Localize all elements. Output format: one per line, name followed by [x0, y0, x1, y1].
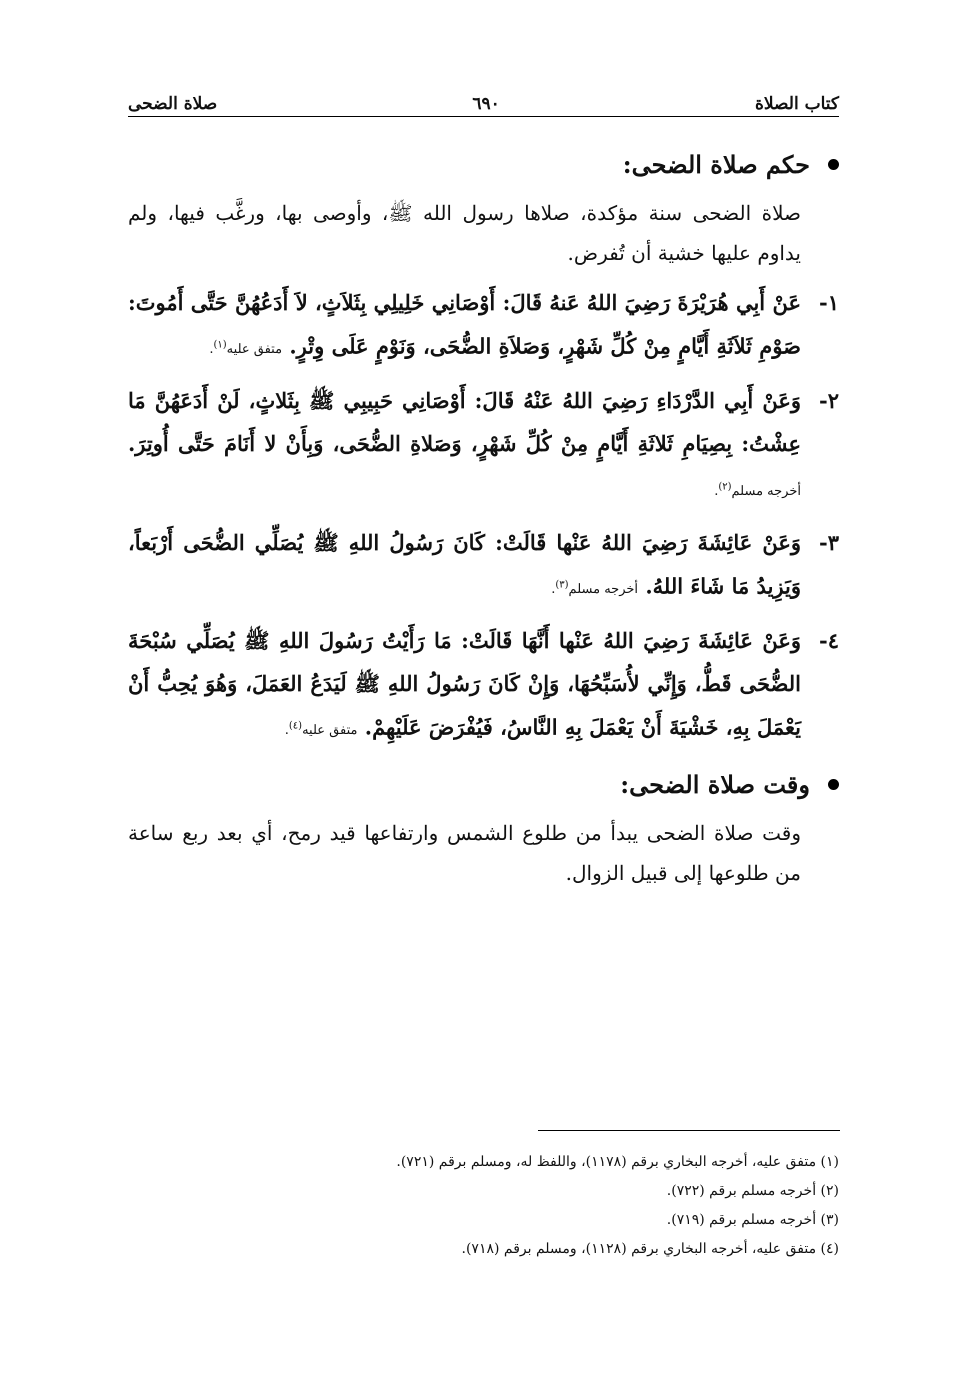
footnote-ref: (٤): [288, 720, 303, 732]
hadith-item: [128, 281, 839, 371]
hadith-source: متفق عليه$^{(١)}$.: [209, 340, 283, 358]
hadith-body: [128, 379, 801, 512]
header-rule: [128, 116, 839, 117]
footnote: (١) متفق عليه، أخرجه البخاري برقم (١١٧٨)، واللفظ له، ومسلم برقم (٧٢١).: [396, 1154, 839, 1170]
hadith-number: ١-: [819, 290, 839, 315]
bullet-icon: [828, 159, 839, 170]
section-heading-text: وقت صلاة الضحى:: [620, 770, 810, 800]
main-content: [128, 150, 839, 901]
hadith-number: ٤-: [819, 627, 839, 653]
hadith-source: أخرجه مسلم$^{(٢)}$.: [714, 481, 801, 499]
hadith-item: [128, 521, 839, 611]
hadith-source-text: أخرجه مسلم: [568, 581, 639, 597]
hadith-source-text: أخرجه مسلم: [731, 483, 801, 499]
page-number: ٦٩٠: [472, 94, 500, 114]
hadith-number: ٢-: [819, 388, 839, 414]
section-intro: صلاة الضحى سنة مؤكدة، صلاها رسول الله ﷺ، وأوصى بها، ورغَّب فيها، ولم يداوم عليها خشية أن تُفرض.: [128, 201, 801, 265]
hadith-source: متفق عليه$^{(٤)}$.: [284, 720, 358, 739]
hadith-text: عَنْ أَبِي هُرَيْرَةَ رَضِيَ اللهُ عَنهُ قَالَ: أَوْصَانِي خَلِيلِي بِثَلاَثٍ، لاَ أَدَعُهُنَّ حَتَّى أَمُوتَ: صَوْمِ ثَلاَثَةِ أَيَّامٍ مِنْ كُلِّ شَهْرٍ، وَصَلاَةِ الضُّحَى، وَنَوْمٍ عَلَى وِتْرٍ.: [128, 290, 801, 359]
hadith-body: [128, 281, 801, 371]
hadith-item: [128, 619, 839, 752]
footnote-ref: (٢): [718, 481, 732, 493]
bullet-icon: [828, 779, 839, 790]
hadith-item: [128, 379, 839, 512]
hadith-body: [128, 521, 801, 611]
chapter-title: صلاة الضحى: [128, 94, 218, 114]
hadith-body: [128, 619, 801, 752]
section-heading: [128, 770, 839, 799]
hadith-text: وَعَنْ أَبِي الدَّرْدَاءِ رَضِيَ اللهُ عَنْهُ قَالَ: أَوْصَانِي حَبِيبِي ﷺ بِثَلاثٍ، لَنْ أَدَعَهُنَّ مَا عِشْتُ: بِصِيَامِ ثَلاثَةِ أَيَّامٍ مِنْ كُلِّ شَهْرٍ، وَصَلاةِ الضُّحَى، وَبِأَنْ لا أَنَامَ حَتَّى أُوتِرَ.: [128, 388, 801, 457]
footnote: (٤) متفق عليه، أخرجه البخاري برقم (١١٢٨)، ومسلم برقم (٧١٨).: [461, 1241, 839, 1257]
running-head: [128, 86, 839, 114]
footnote-rule: [538, 1130, 840, 1131]
footnote: (٢) أخرجه مسلم برقم (٧٢٢).: [666, 1183, 839, 1199]
footnotes: [128, 1148, 839, 1264]
hadith-source-text: متفق عليه: [226, 342, 283, 358]
hadith-source: أخرجه مسلم$^{(٣)}$.: [551, 579, 639, 597]
hadith-number: ٣-: [819, 529, 839, 555]
footnote: (٣) أخرجه مسلم برقم (٧١٩).: [666, 1212, 839, 1228]
book-title: كتاب الصلاة: [754, 94, 839, 114]
section-intro: وقت صلاة الضحى يبدأ من طلوع الشمس وارتفاعها قيد رمح، أي بعد ربع ساعة من طلوعها إلى قبيل الزوال.: [128, 821, 801, 886]
section-heading-text: حكم صلاة الضحى:: [622, 150, 810, 179]
hadith-text: وَعَنْ عَائِشَةَ رَضِيَ اللهُ عَنْها قَالَتْ: كَانَ رَسُولُ اللهِ ﷺ يُصَلِّي الضُّحَى أَرْبَعاً، وَيَزِيدُ مَا شَاءَ اللهُ.: [128, 529, 801, 598]
section-heading: [128, 150, 839, 179]
hadith-source-text: متفق عليه: [302, 723, 358, 739]
footnote-ref: (٣): [555, 579, 569, 591]
footnote-ref: (١): [213, 340, 227, 351]
hadith-text: وَعَنْ عَائِشَةَ رَضِيَ اللهُ عَنْها أَنَّهَا قَالَتْ: مَا رَأَيْتُ رَسُولَ اللهِ ﷺ يُصَلِّي سُبْحَةَ الضُّحَى قَطُّ، وَإِنِّي لأُسَبِّحُهَا، وَإِنْ كَانَ رَسُولُ اللهِ ﷺ لَيَدَعُ العَمَلَ، وَهُوَ يُحِبُّ أَنْ يَعْمَلَ بِهِ، خَشْيَةَ أَنْ يَعْمَلَ بِهِ النَّاسُ، فَيُفْرَضَ عَلَيْهِمْ.: [128, 627, 801, 740]
